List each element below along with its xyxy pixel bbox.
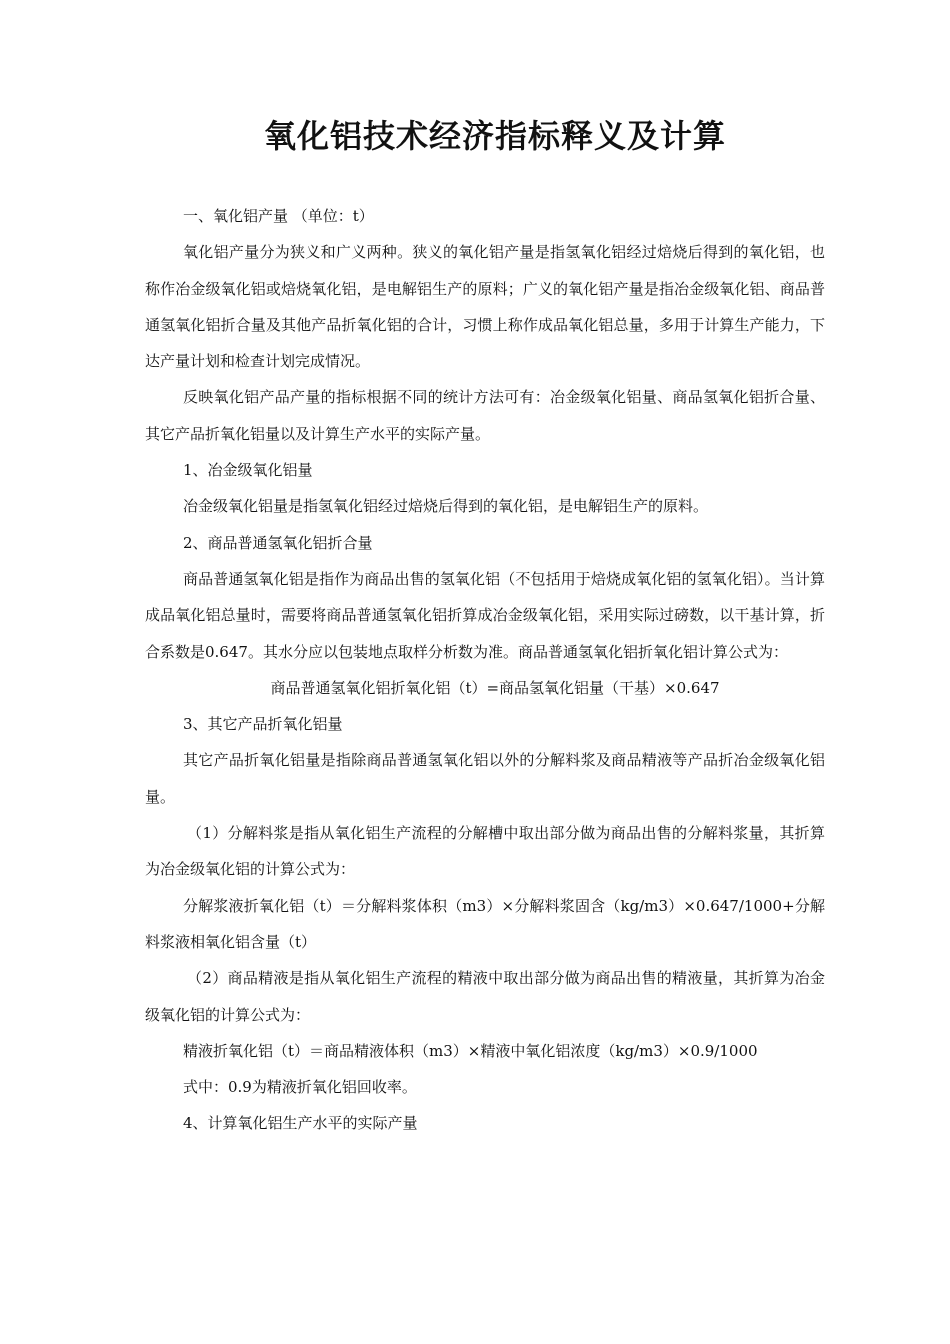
document-body — [145, 198, 825, 1142]
paragraph-other-products: 其它产品折氧化铝量是指除商品普通氢氧化铝以外的分解料浆及商品精液等产品折冶金级氧化铝量。 — [145, 751, 825, 806]
subheading-3: 3、其它产品折氧化铝量 — [183, 715, 343, 734]
paragraph-indicators: 反映氧化铝产品产量的指标根据不同的统计方法可有：冶金级氧化铝量、商品氢氧化铝折合量、其它产品折氧化铝量以及计算生产水平的实际产量。 — [145, 388, 825, 443]
subheading-1: 1、冶金级氧化铝量 — [183, 461, 313, 480]
subheading-4: 4、计算氧化铝生产水平的实际产量 — [183, 1114, 418, 1133]
paragraph-metallurgical: 冶金级氧化铝量是指氢氧化铝经过焙烧后得到的氧化铝，是电解铝生产的原料。 — [183, 497, 709, 516]
section-heading-1: 一、氧化铝产量 （单位：t） — [183, 207, 374, 225]
subheading-2: 2、商品普通氢氧化铝折合量 — [183, 533, 373, 552]
formula-note: 式中：0.9为精液折氧化铝回收率。 — [183, 1078, 417, 1097]
paragraph-slurry: （1）分解料浆是指从氧化铝生产流程的分解槽中取出部分做为商品出售的分解料浆量，其折算为冶金级氧化铝的计算公式为： — [145, 824, 825, 879]
paragraph-liquor: （2）商品精液是指从氧化铝生产流程的精液中取出部分做为商品出售的精液量，其折算为冶金级氧化铝的计算公式为： — [145, 969, 825, 1024]
paragraph-definition: 氧化铝产量分为狭义和广义两种。狭义的氧化铝产量是指氢氧化铝经过焙烧后得到的氧化铝，也称作冶金级氧化铝或焙烧氧化铝，是电解铝生产的原料；广义的氧化铝产量是指冶金级氧化铝、商品普通氢氧化铝折合量及其他产品折氧化铝的合计，习惯上称作成品氧化铝总量，多用于计算生产能力，下达产量计划和检查计划完成情况。 — [145, 243, 825, 371]
paragraph-hydroxide: 商品普通氢氧化铝是指作为商品出售的氢氧化铝（不包括用于焙烧成氧化铝的氢氧化铝）。当计算成品氧化铝总量时，需要将商品普通氢氧化铝折算成冶金级氧化铝，采用实际过磅数，以干基计算，折合系数是0.647。其水分应以包装地点取样分析数为准。商品普通氢氧化铝折氧化铝计算公式为： — [145, 569, 825, 661]
formula-hydroxide: 商品普通氢氧化铝折氧化铝（t）=商品氢氧化铝量（干基）×0.647 — [270, 678, 720, 697]
formula-liquor: 精液折氧化铝（t）＝商品精液体积（m3）×精液中氧化铝浓度（kg/m3）×0.9/1000 — [183, 1041, 758, 1060]
document-title: 氧化铝技术经济指标释义及计算 — [263, 117, 726, 155]
formula-slurry: 分解浆液折氧化铝（t）＝分解料浆体积（m3）×分解料浆固含（kg/m3）×0.647/1000+分解料浆液相氧化铝含量（t） — [145, 896, 825, 951]
